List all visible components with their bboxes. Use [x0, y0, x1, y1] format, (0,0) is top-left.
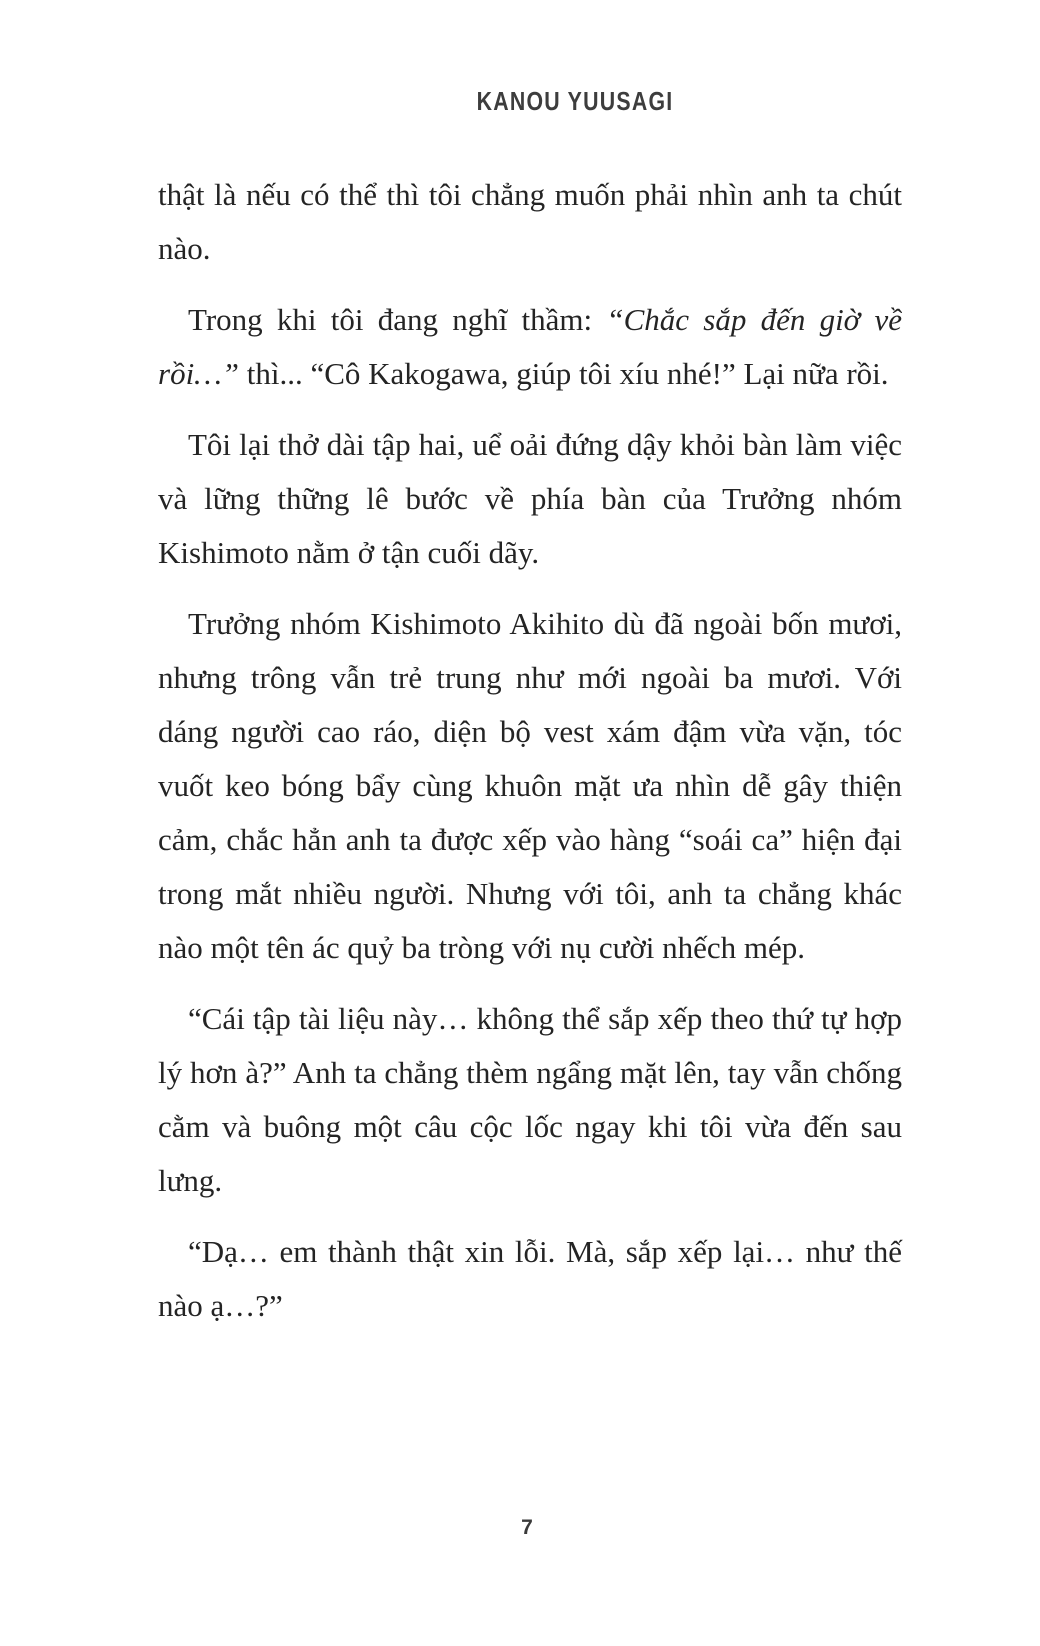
paragraph-text: Tôi lại thở dài tập hai, uể oải đứng dậy khỏi bàn làm việc và lững thững lê bước về phía bàn của Trưởng nhóm Kishimoto nằm ở tận cuối dãy. — [158, 427, 902, 570]
running-header: KANOU YUUSAGI — [476, 86, 674, 116]
paragraph-text: thì... “Cô Kakogawa, giúp tôi xíu nhé!” Lại nữa rồi. — [238, 356, 889, 391]
inner-thought-italic: “Chắc sắp đến giờ về rồi…” — [158, 302, 902, 391]
paragraph-text: “Dạ… em thành thật xin lỗi. Mà, sắp xếp lại… như thế nào ạ…?” — [158, 1234, 902, 1323]
paragraph-text: “Cái tập tài liệu này… không thể sắp xếp theo thứ tự hợp lý hơn à?” Anh ta chẳng thèm ngẩng mặt lên, tay vẫn chống cằm và buông một câu cộc lốc ngay khi tôi vừa đến sau lưng. — [158, 1001, 902, 1198]
page-body — [158, 168, 902, 1333]
paragraph-text: thật là nếu có thể thì tôi chẳng muốn phải nhìn anh ta chút nào. — [158, 177, 902, 266]
page-number: 7 — [521, 1516, 533, 1539]
paragraph-1 — [158, 168, 902, 276]
paragraph-3 — [158, 418, 902, 580]
paragraph-5 — [158, 992, 902, 1208]
paragraph-4 — [158, 597, 902, 975]
paragraph-text: Trong khi tôi đang nghĩ thầm: — [188, 302, 607, 337]
paragraph-text: Trưởng nhóm Kishimoto Akihito dù đã ngoài bốn mươi, nhưng trông vẫn trẻ trung như mới ngoài ba mươi. Với dáng người cao ráo, diện bộ vest xám đậm vừa vặn, tóc vuốt keo bóng bẩy cùng khuôn mặt ưa nhìn dễ gây thiện cảm, chắc hẳn anh ta được xếp vào hàng “soái ca” hiện đại trong mắt nhiều người. Nhưng với tôi, anh ta chẳng khác nào một tên ác quỷ ba tròng với nụ cười nhếch mép. — [158, 606, 902, 965]
paragraph-6 — [158, 1225, 902, 1333]
paragraph-2 — [158, 293, 902, 401]
